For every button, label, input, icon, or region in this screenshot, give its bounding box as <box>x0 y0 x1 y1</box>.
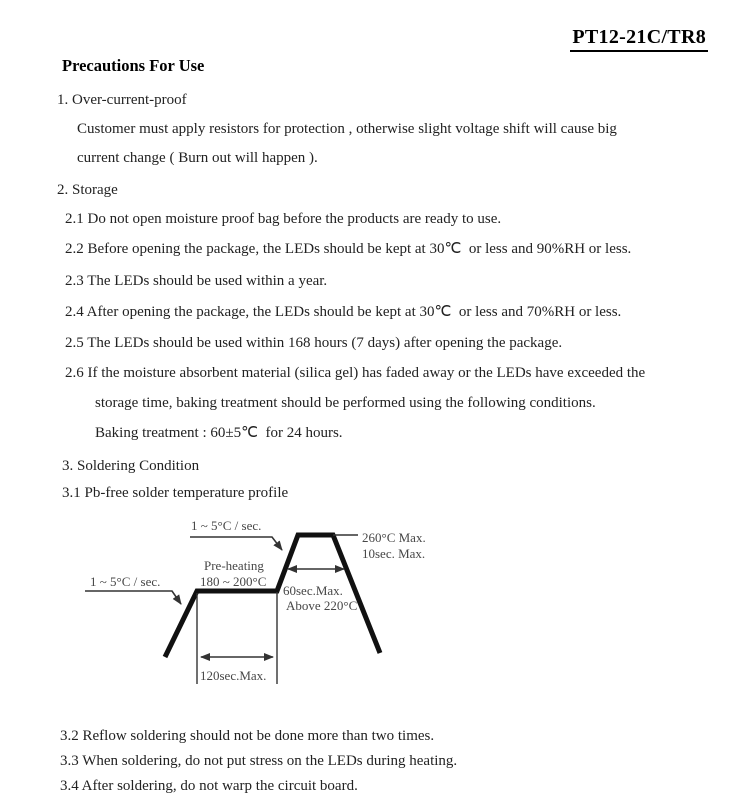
section-1-heading: 1. Over-current-proof <box>57 92 187 108</box>
preheat-range-label: 180 ~ 200°C <box>200 574 267 589</box>
ramp-rate-top-arrow <box>190 537 282 550</box>
page-title: Precautions For Use <box>62 56 205 75</box>
preheat-time-label: 120sec.Max. <box>200 668 267 683</box>
ramp-rate-left-arrow <box>85 591 181 604</box>
peak-temp-label: 260°C Max. <box>362 530 426 545</box>
section-3-heading: 3. Soldering Condition <box>62 458 200 474</box>
ramp-rate-left-label: 1 ~ 5°C / sec. <box>90 574 161 589</box>
text-line: 2.2 Before opening the package, the LEDs should be kept at 30℃ or less and 90%RH or less. <box>65 241 632 257</box>
text-line: storage time, baking treatment should be performed using the following conditions. <box>95 395 596 411</box>
text-line: Baking treatment : 60±5℃ for 24 hours. <box>95 425 343 441</box>
above-temp-label: Above 220°C <box>286 598 358 613</box>
preheat-label: Pre-heating <box>204 558 264 573</box>
peak-time-label: 10sec. Max. <box>362 546 426 561</box>
text-line: Customer must apply resistors for protection , otherwise slight voltage shift will cause big <box>77 121 617 137</box>
text-line: 3.4 After soldering, do not warp the circuit board. <box>60 778 358 794</box>
doc-number: PT12-21C/TR8 <box>570 26 708 52</box>
text-line: 2.6 If the moisture absorbent material (silica gel) has faded away or the LEDs have exceeded the <box>65 365 646 381</box>
text-line: 2.3 The LEDs should be used within a year. <box>65 273 328 289</box>
text-line: current change ( Burn out will happen ). <box>77 150 318 166</box>
section-2-heading: 2. Storage <box>57 182 118 198</box>
above-time-label: 60sec.Max. <box>283 583 343 598</box>
text-line: 2.5 The LEDs should be used within 168 hours (7 days) after opening the package. <box>65 335 563 351</box>
text-line: 3.1 Pb-free solder temperature profile <box>62 485 289 501</box>
text-line: 2.1 Do not open moisture proof bag before the products are ready to use. <box>65 211 502 227</box>
text-line: 3.3 When soldering, do not put stress on the LEDs during heating. <box>60 753 458 769</box>
text-line: 3.2 Reflow soldering should not be done more than two times. <box>60 728 435 744</box>
ramp-rate-top-label: 1 ~ 5°C / sec. <box>191 518 262 533</box>
text-line: 2.4 After opening the package, the LEDs should be kept at 30℃ or less and 70%RH or less. <box>65 304 622 320</box>
